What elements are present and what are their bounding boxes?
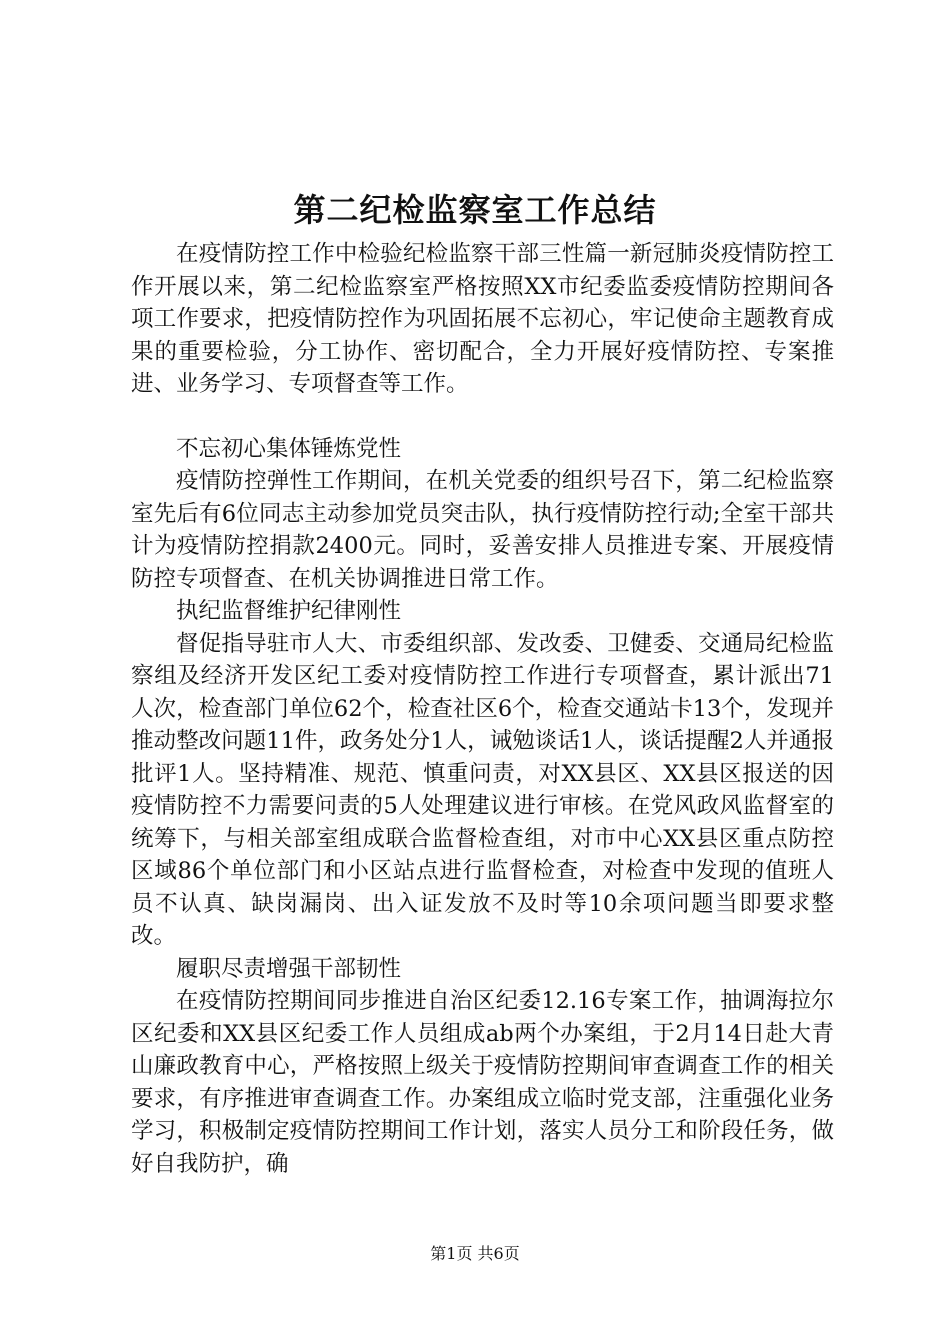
document-title: 第二纪检监察室工作总结 <box>293 191 657 229</box>
section-heading-2: 执纪监督维护纪律刚性 <box>176 598 402 624</box>
section-paragraph-1: 疫情防控弹性工作期间，在机关党委的组织号召下，第二纪检监察室先后有6位同志主动参加党员突击队，执行疫情防控行动;全室干部共计为疫情防控捐款2400元。同时，妥善安排人员推进专案、开展疫情防控专项督查、在机关协调推进日常工作。 <box>131 468 834 592</box>
section-heading-3: 履职尽责增强干部韧性 <box>176 955 402 982</box>
intro-paragraph: 在疫情防控工作中检验纪检监察干部三性篇一新冠肺炎疫情防控工作开展以来，第二纪检监察室严格按照XX市纪委监委疫情防控期间各项工作要求，把疫情防控作为巩固拓展不忘初心，牢记使命主题教育成果的重要检验，分工协作、密切配合，全力开展好疫情防控、专案推进、业务学习、专项督查等工作。 <box>131 241 834 397</box>
document-body <box>131 238 834 1180</box>
section-heading-1: 不忘初心集体锤炼党性 <box>176 435 402 462</box>
section-paragraph-3: 在疫情防控期间同步推进自治区纪委12.16专案工作，抽调海拉尔区纪委和XX县区纪委工作人员组成ab两个办案组，于2月14日赴大青山廉政教育中心，严格按照上级关于疫情防控期间审查调查工作的相关要求，有序推进审查调查工作。办案组成立临时党支部，注重强化业务学习，积极制定疫情防控期间工作计划，落实人员分工和阶段任务，做好自我防护，确 <box>131 988 834 1177</box>
section-paragraph-2: 督促指导驻市人大、市委组织部、发改委、卫健委、交通局纪检监察组及经济开发区纪工委对疫情防控工作进行专项督查，累计派出71人次，检查部门单位62个，检查社区6个，检查交通站卡13个，发现并推动整改问题11件，政务处分1人，诫勉谈话1人，谈话提醒2人并通报批评1人。坚持精准、规范、慎重问责，对XX县区、XX县区报送的因疫情防控不力需要问责的5人处理建议进行审核。在党风政风监督室的统筹下，与相关部室组成联合监督检查组，对市中心XX县区重点防控区域86个单位部门和小区站点进行监督检查，对检查中发现的值班人员不认真、缺岗漏岗、出入证发放不及时等10余项问题当即要求整改。 <box>131 630 834 949</box>
page-number-footer: 第1页 共6页 <box>430 1244 520 1263</box>
paragraph-gap <box>131 401 834 433</box>
